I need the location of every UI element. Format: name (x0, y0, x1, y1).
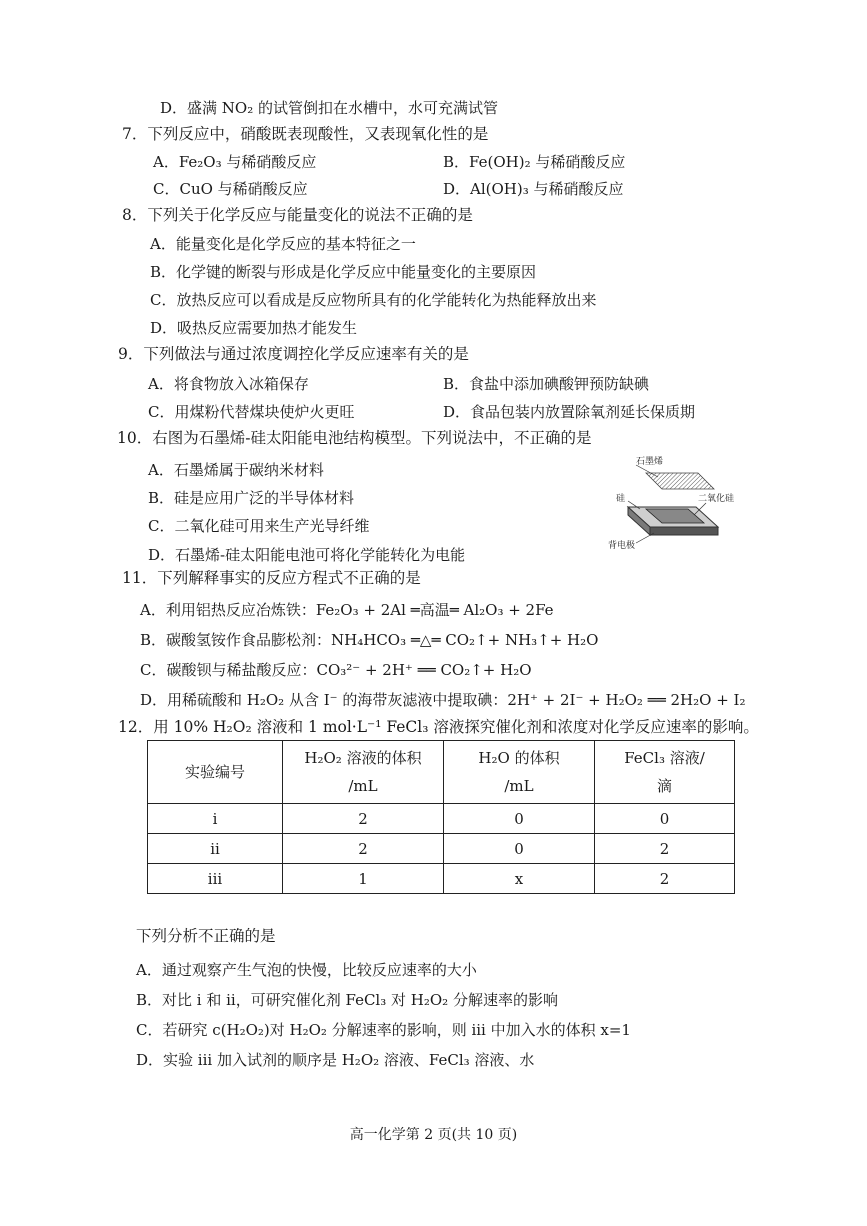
table-cell: 0 (444, 804, 595, 834)
q11-stem: 11．下列解释事实的反应方程式不正确的是 (122, 569, 421, 587)
table-cell: 0 (595, 804, 735, 834)
q8-option-c: C．放热反应可以看成是反应物所具有的化学能转化为热能释放出来 (150, 291, 597, 309)
q12-stem: 12．用 10% H₂O₂ 溶液和 1 mol·L⁻¹ FeCl₃ 溶液探究催化剂和浓度对化学反应速率的影响。 (118, 718, 759, 736)
q8-option-b: B．化学键的断裂与形成是化学反应中能量变化的主要原因 (150, 263, 537, 281)
q10-stem: 10．右图为石墨烯-硅太阳能电池结构模型。下列说法中，不正确的是 (117, 429, 592, 447)
experiment-table (147, 740, 735, 894)
table-cell: x (444, 864, 595, 894)
q9-option-c: C．用煤粉代替煤块使炉火更旺 (148, 403, 355, 421)
q7-option-a: A．Fe₂O₃ 与稀硝酸反应 (153, 153, 317, 171)
table-row (148, 834, 735, 864)
page-footer: 高一化学第 2 页(共 10 页) (349, 1127, 518, 1143)
q12-option-c: C．若研究 c(H₂O₂)对 H₂O₂ 分解速率的影响，则 iii 中加入水的体积 x=1 (136, 1021, 631, 1039)
q9-option-b: B．食盐中添加碘酸钾预防缺碘 (443, 375, 650, 393)
table-cell: 2 (283, 834, 444, 864)
table-cell: 2 (595, 834, 735, 864)
table-cell: 0 (444, 834, 595, 864)
q12-option-a: A．通过观察产生气泡的快慢，比较反应速率的大小 (136, 961, 477, 979)
table-cell: ii (148, 834, 283, 864)
solar-cell-figure (606, 455, 738, 550)
table-header-cell: FeCl₃ 溶液/ 滴 (595, 741, 735, 804)
q9-stem: 9．下列做法与通过浓度调控化学反应速率有关的是 (118, 345, 469, 363)
q10-option-b: B．硅是应用广泛的半导体材料 (148, 489, 355, 507)
table-cell: i (148, 804, 283, 834)
table-cell: 1 (283, 864, 444, 894)
q10-option-d: D．石墨烯-硅太阳能电池可将化学能转化为电能 (148, 546, 466, 564)
table-cell: 2 (283, 804, 444, 834)
q8-stem: 8．下列关于化学反应与能量变化的说法不正确的是 (122, 206, 473, 224)
q8-option-a: A．能量变化是化学反应的基本特征之一 (150, 235, 416, 253)
q11-option-a: A．利用铝热反应冶炼铁：Fe₂O₃ + 2Al ═高温═ Al₂O₃ + 2Fe (140, 601, 554, 619)
table-cell: 2 (595, 864, 735, 894)
label-silicon: 硅 (616, 494, 626, 504)
q12-option-d: D．实验 iii 加入试剂的顺序是 H₂O₂ 溶液、FeCl₃ 溶液、水 (136, 1051, 535, 1069)
q11-option-c: C．碳酸钡与稀盐酸反应：CO₃²⁻ + 2H⁺ ══ CO₂↑+ H₂O (140, 661, 532, 679)
q9-option-a: A．将食物放入冰箱保存 (148, 375, 309, 393)
q9-option-d: D．食品包装内放置除氧剂延长保质期 (443, 403, 696, 421)
q11-option-b: B．碳酸氢铵作食品膨松剂：NH₄HCO₃ ═△═ CO₂↑+ NH₃↑+ H₂O (140, 631, 599, 649)
table-header-cell: 实验编号 (148, 741, 283, 804)
label-back-electrode: 背电极 (608, 541, 636, 550)
q7-option-d: D．Al(OH)₃ 与稀硝酸反应 (443, 180, 624, 198)
back-electrode (650, 527, 718, 535)
table-row (148, 804, 735, 834)
table-header-cell: H₂O 的体积 /mL (444, 741, 595, 804)
label-sio2: 二氧化硅 (698, 494, 735, 504)
q7-option-b: B．Fe(OH)₂ 与稀硝酸反应 (443, 153, 626, 171)
table-cell: iii (148, 864, 283, 894)
q7-stem: 7．下列反应中，硝酸既表现酸性，又表现氧化性的是 (122, 125, 489, 143)
label-graphene: 石墨烯 (636, 457, 664, 467)
q8-option-d: D．吸热反应需要加热才能发生 (150, 319, 358, 337)
q12-option-b: B．对比 i 和 ii，可研究催化剂 FeCl₃ 对 H₂O₂ 分解速率的影响 (136, 991, 558, 1009)
q10-option-a: A．石墨烯属于碳纳米材料 (148, 461, 324, 479)
q7-option-c: C．CuO 与稀硝酸反应 (153, 180, 308, 198)
table-header-cell: H₂O₂ 溶液的体积 /mL (283, 741, 444, 804)
q11-option-d: D．用稀硫酸和 H₂O₂ 从含 I⁻ 的海带灰滤液中提取碘：2H⁺ + 2I⁻ + H₂O₂ ══ 2H₂O + I₂ (140, 691, 746, 709)
q6-option-d: D．盛满 NO₂ 的试管倒扣在水槽中，水可充满试管 (160, 99, 499, 117)
graphene-layer (646, 473, 714, 489)
table-row (148, 864, 735, 894)
q10-option-c: C．二氧化硅可用来生产光导纤维 (148, 517, 370, 535)
table-header-row (148, 741, 735, 804)
q12-sub-stem: 下列分析不正确的是 (136, 927, 276, 945)
